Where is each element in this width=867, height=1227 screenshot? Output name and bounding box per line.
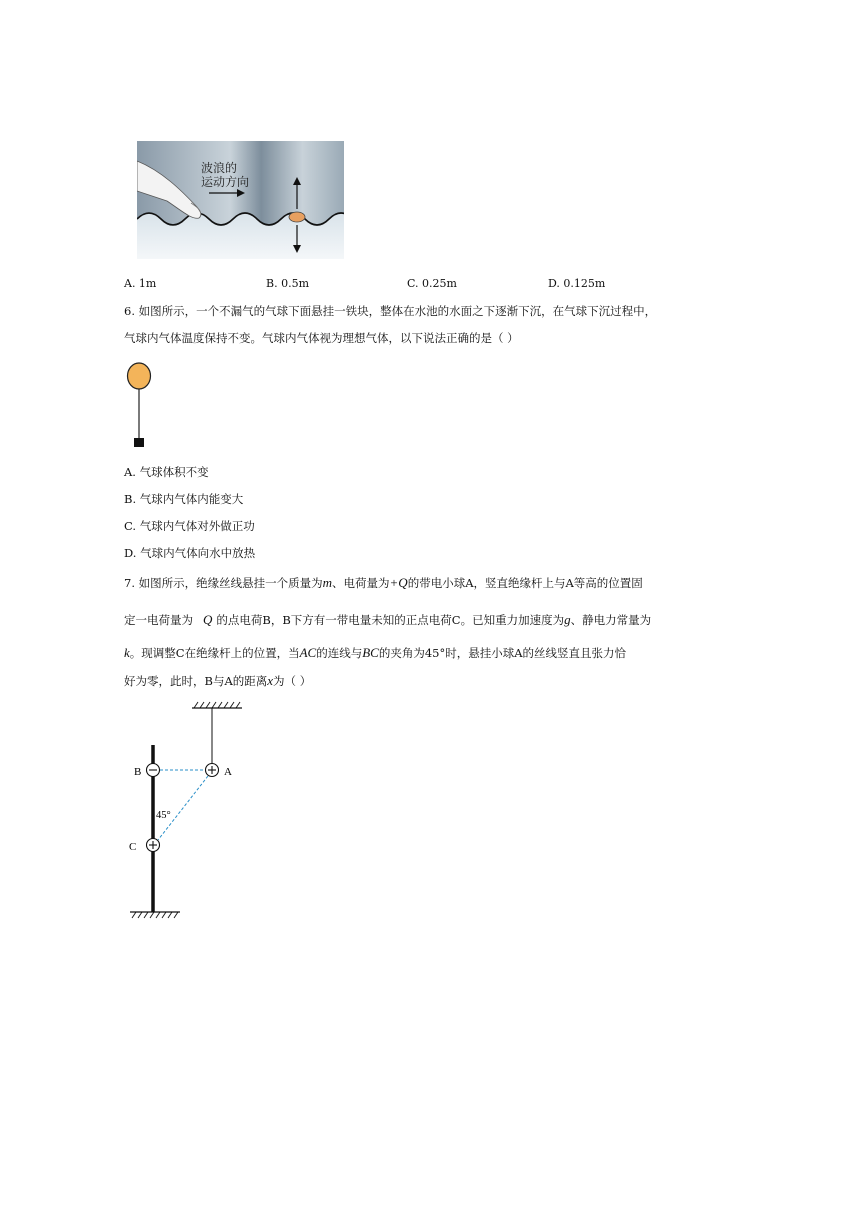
q7-stem-line2: 定一电荷量为 Q 的点电荷B，B下方有一带电量未知的正点电荷C。已知重力加速度为g、静电力常量为: [124, 612, 652, 627]
var-g: g: [564, 612, 571, 627]
var-bc: BC: [362, 645, 379, 660]
charge-a-icon: [206, 764, 219, 777]
q6-stem-line2: 气球内气体温度保持不变。气球内气体视为理想气体，以下说法正确的是（ ）: [124, 331, 519, 345]
q6-option-b[interactable]: B. 气球内气体内能变大: [124, 492, 244, 506]
balloon-figure: [120, 360, 160, 452]
charge-c-icon: [147, 839, 160, 852]
wave-label-line1: 波浪的: [201, 161, 238, 175]
wave-illustration: [137, 141, 344, 259]
var-x: x: [267, 673, 274, 688]
q6-option-c[interactable]: C. 气球内气体对外做正功: [124, 519, 255, 533]
var-ac: AC: [299, 645, 317, 660]
balloon-icon: [128, 363, 151, 389]
var-m: m: [322, 575, 333, 590]
charge-b-icon: [147, 764, 160, 777]
iron-block-icon: [134, 438, 144, 447]
q6-option-a[interactable]: A. 气球体积不变: [124, 465, 209, 479]
q5-option-c[interactable]: C. 0.25m: [407, 277, 457, 290]
q5-option-b[interactable]: B. 0.5m: [266, 277, 310, 290]
q7-stem-line1: 7. 如图所示，绝缘丝线悬挂一个质量为m、电荷量为+Q的带电小球A，竖直绝缘杆上与A等高的位置固: [124, 575, 643, 590]
angle-label: 45°: [156, 810, 171, 821]
dashed-line-ac: [158, 776, 208, 840]
q7-stem-line4: 好为零，此时，B与A的距离x为（ ）: [124, 673, 312, 688]
label-c: C: [129, 841, 137, 853]
charges-figure: [120, 700, 260, 922]
var-k: k: [124, 645, 130, 660]
q5-option-a[interactable]: A. 1m: [124, 277, 157, 290]
q5-option-d[interactable]: D. 0.125m: [548, 277, 606, 290]
q6-stem-line1: 6. 如图所示，一个不漏气的气球下面悬挂一铁块，整体在水池的水面之下逐渐下沉，在气球下沉过程中，: [124, 304, 657, 318]
q7-stem-line3: k。现调整C在绝缘杆上的位置，当AC的连线与BC的夹角为45°时，悬挂小球A的丝线竖直且张力恰: [124, 645, 627, 660]
var-plus-q: +Q: [389, 575, 408, 590]
label-b: B: [134, 766, 142, 778]
wave-label-line2: 运动方向: [201, 175, 250, 189]
label-a: A: [224, 766, 232, 778]
var-q: Q: [203, 612, 213, 627]
wave-figure: [137, 141, 344, 259]
q6-option-d[interactable]: D. 气球内气体向水中放热: [124, 546, 256, 560]
